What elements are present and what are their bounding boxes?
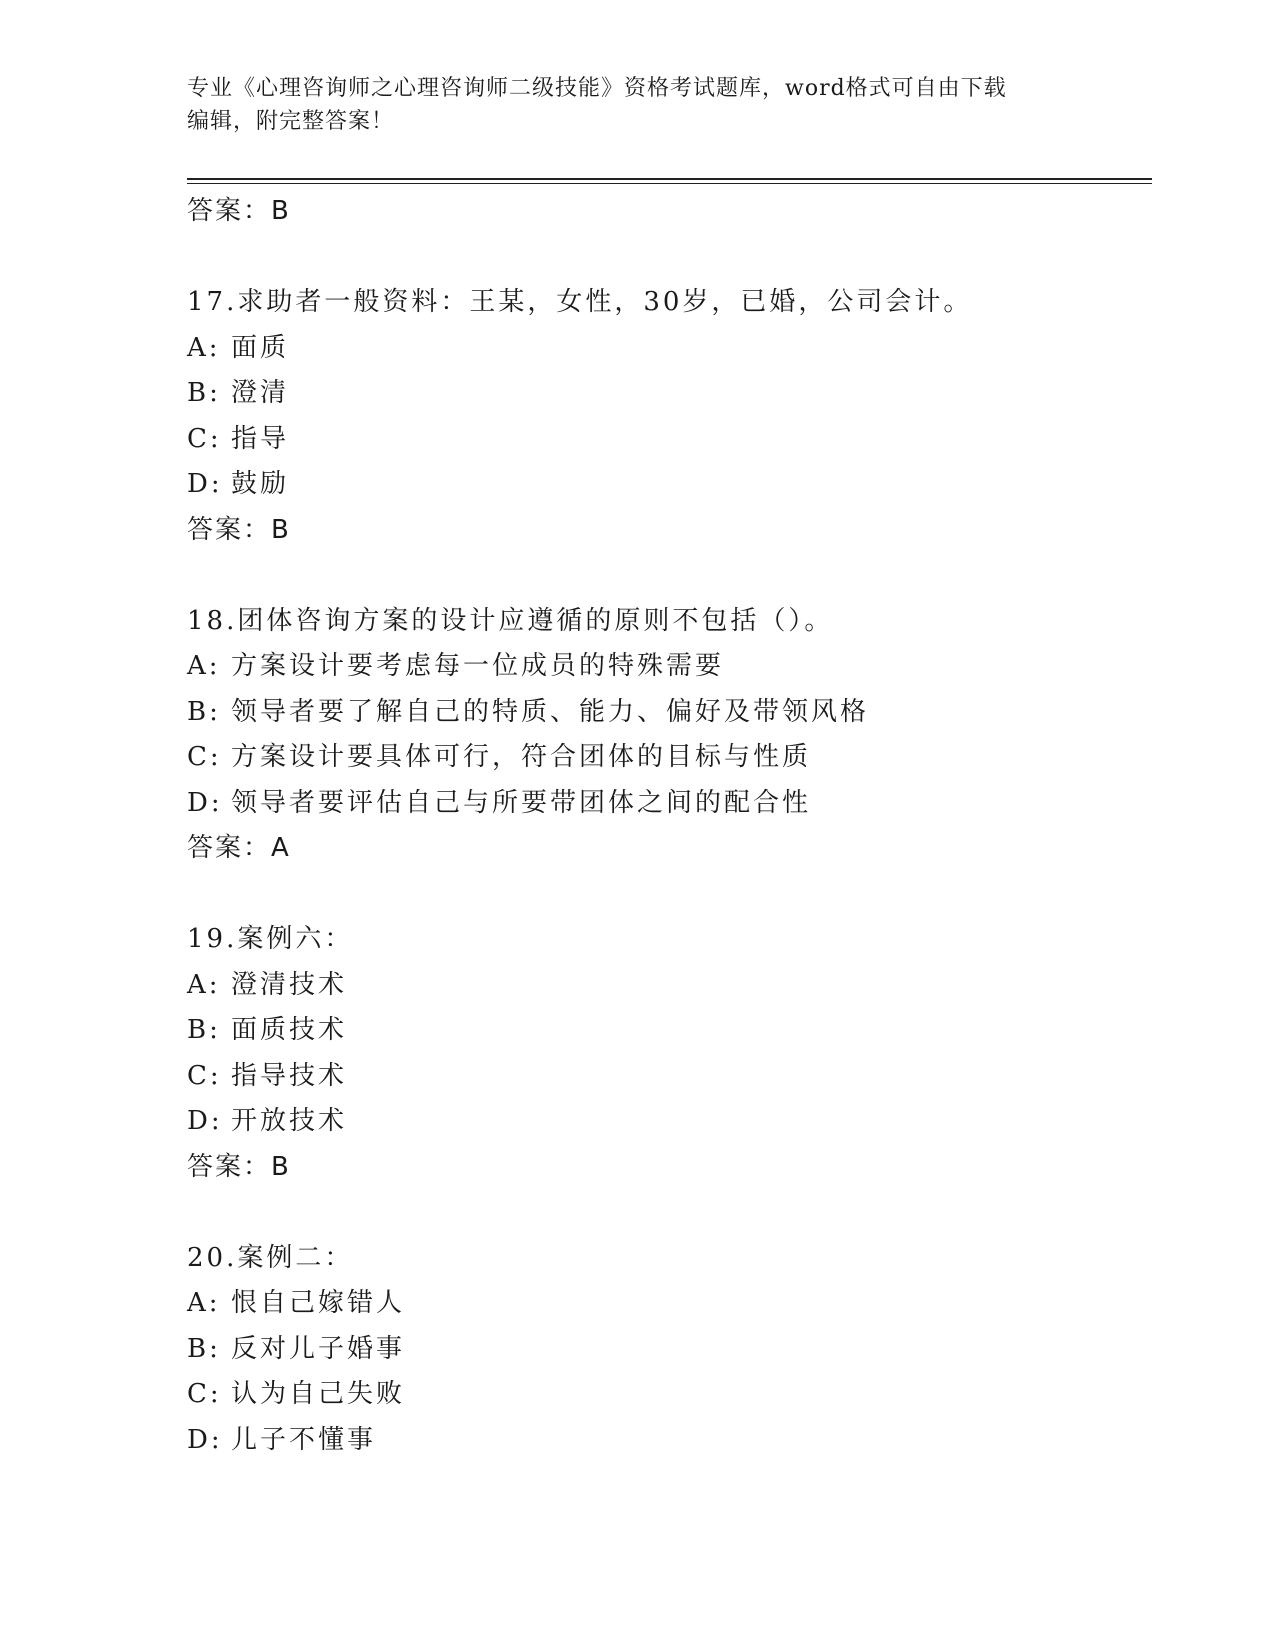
option-text: 鼓励 [231, 469, 290, 499]
question-stem: 18.团体咨询方案的设计应遵循的原则不包括（）。 [187, 605, 834, 636]
option-text: 儿子不懂事 [231, 1424, 377, 1455]
option-c [187, 1054, 1152, 1100]
option-letter: C: [187, 742, 222, 772]
header-divider-thin [187, 183, 1152, 184]
option-d [187, 781, 1152, 827]
question-stem: 19.案例六： [187, 924, 354, 954]
option-letter: A: [187, 1288, 221, 1318]
spacer [187, 235, 1152, 281]
header-line-1: 专业《心理咨询师之心理咨询师二级技能》资格考试题库，word格式可自由下载 [187, 76, 1007, 101]
answer-line: 答案：B [187, 514, 291, 545]
option-b [187, 371, 1152, 417]
option-d [187, 462, 1152, 508]
option-letter: B: [187, 696, 221, 727]
option-text: 领导者要评估自己与所要带团体之间的配合性 [231, 787, 812, 818]
option-letter: B: [187, 378, 221, 408]
question-stem: 17.求助者一般资料：王某，女性，30岁，已婚，公司会计。 [187, 287, 973, 317]
option-a [187, 644, 1152, 690]
option-letter: D: [187, 1424, 223, 1455]
question-block [187, 1236, 1152, 1464]
option-text: 认为自己失败 [231, 1379, 406, 1409]
option-text: 反对儿子婚事 [231, 1333, 406, 1364]
option-letter: A: [187, 969, 221, 1000]
option-letter: D: [187, 787, 223, 818]
option-text: 领导者要了解自己的特质、能力、偏好及带领风格 [231, 696, 870, 727]
answer-line: 答案：B [187, 1151, 291, 1182]
option-a [187, 1281, 1152, 1327]
question-block [187, 280, 1152, 553]
option-letter: D: [187, 469, 223, 499]
spacer [187, 872, 1152, 918]
question-block [187, 599, 1152, 872]
spacer [187, 553, 1152, 599]
option-letter: C: [187, 1379, 222, 1409]
option-text: 澄清技术 [231, 969, 348, 1000]
option-text: 面质技术 [231, 1015, 348, 1045]
spacer [187, 1190, 1152, 1236]
header-line-2: 编辑，附完整答案！ [187, 109, 395, 134]
option-letter: B: [187, 1333, 221, 1364]
option-b [187, 1008, 1152, 1054]
option-letter: B: [187, 1015, 221, 1045]
option-c [187, 417, 1152, 463]
option-text: 面质 [231, 332, 290, 363]
option-text: 指导 [231, 423, 290, 454]
option-a [187, 326, 1152, 372]
option-text: 方案设计要考虑每一位成员的特殊需要 [231, 651, 725, 681]
option-letter: A: [187, 332, 221, 363]
option-text: 指导技术 [231, 1060, 348, 1091]
option-text: 方案设计要具体可行，符合团体的目标与性质 [231, 742, 812, 772]
option-text: 澄清 [231, 378, 290, 408]
option-text: 恨自己嫁错人 [231, 1288, 406, 1318]
answer-line: 答案：B [187, 196, 291, 226]
option-c [187, 1372, 1152, 1418]
option-b [187, 1327, 1152, 1373]
option-text: 开放技术 [231, 1106, 348, 1136]
option-b [187, 690, 1152, 736]
question-block [187, 917, 1152, 1190]
option-c [187, 735, 1152, 781]
page-header [187, 72, 1087, 138]
option-letter: D: [187, 1106, 223, 1136]
question-list [187, 189, 1152, 1463]
question-stem: 20.案例二： [187, 1242, 354, 1273]
option-letter: A: [187, 651, 221, 681]
option-a [187, 963, 1152, 1009]
option-letter: C: [187, 1060, 222, 1091]
option-letter: C: [187, 423, 222, 454]
option-d [187, 1418, 1152, 1464]
answer-line: 答案：A [187, 833, 291, 863]
option-d [187, 1099, 1152, 1145]
header-divider-thick [187, 178, 1152, 180]
